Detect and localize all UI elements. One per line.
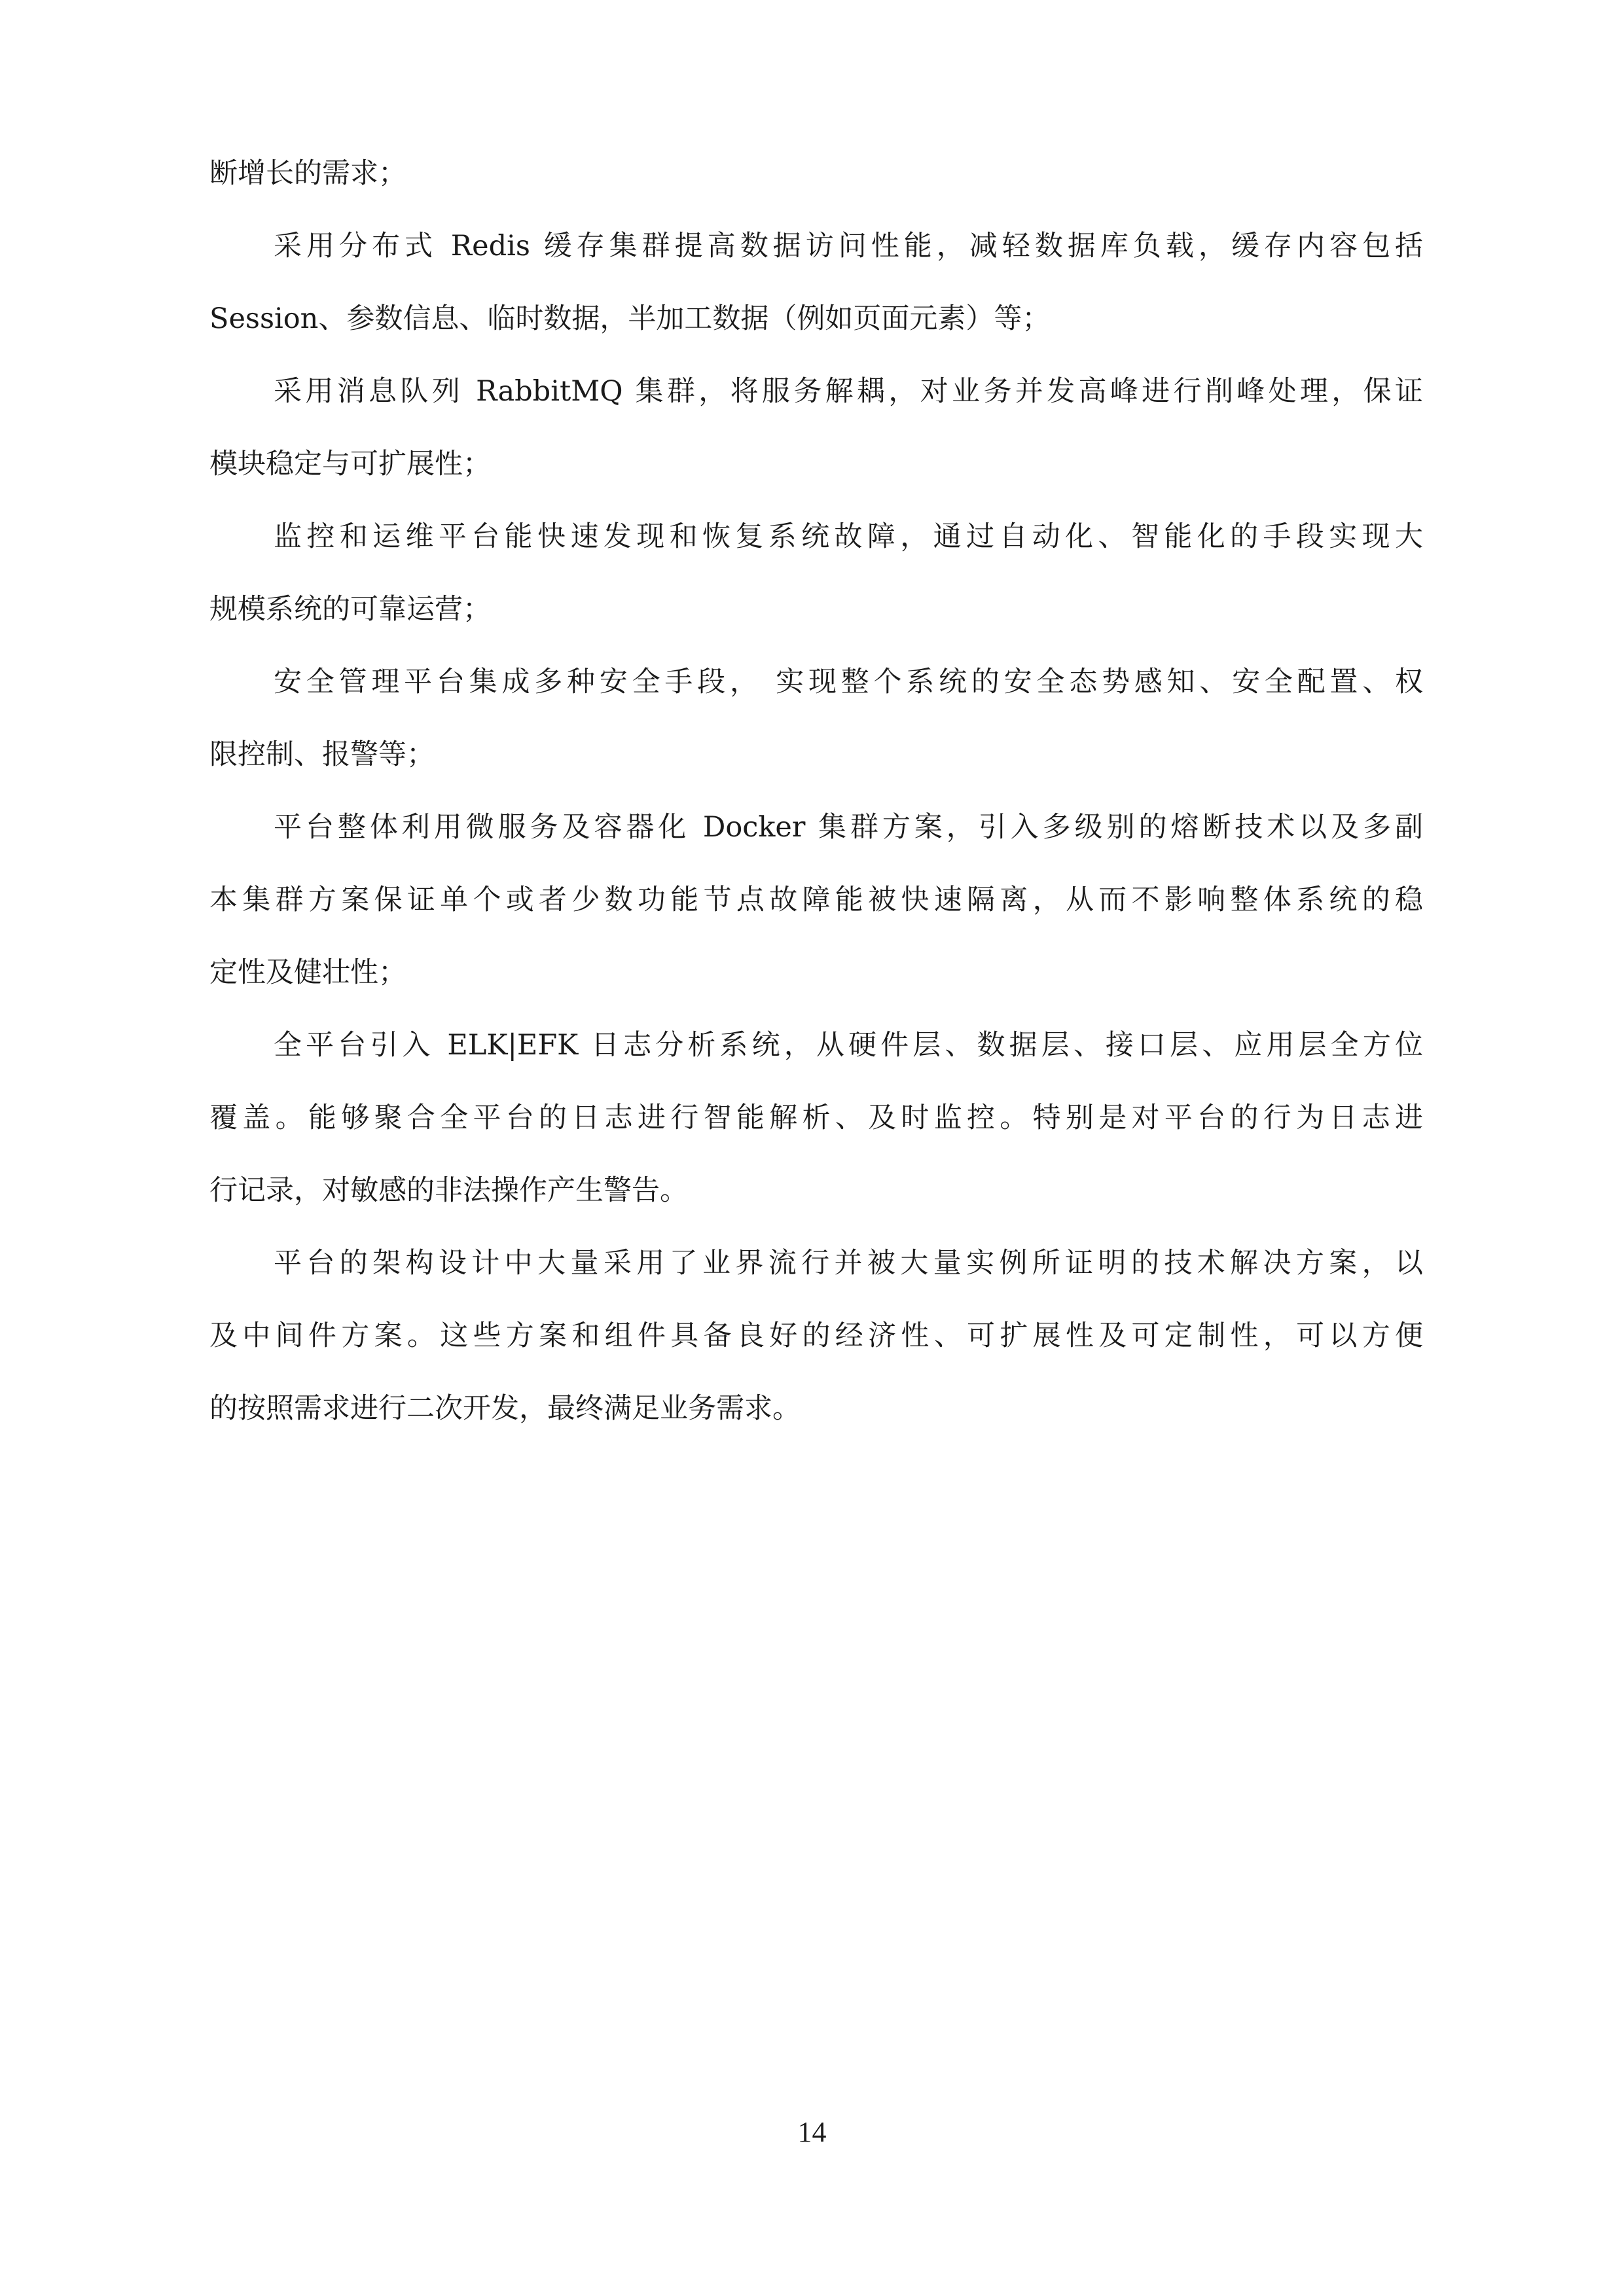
paragraph-line: 断增长的需求； (209, 157, 406, 190)
paragraph-line: Session、参数信息、临时数据，半加工数据（例如页面元素）等； (209, 302, 1051, 335)
paragraph-line: 及中间件方案。这些方案和组件具备良好的经济性、可扩展性及可定制性，可以方便 (209, 1319, 1423, 1352)
paragraph-line: 定性及健壮性； (209, 956, 406, 989)
paragraph-line: 的按照需求进行二次开发，最终满足业务需求。 (209, 1392, 801, 1425)
paragraph-line: 平台的架构设计中大量采用了业界流行并被大量实例所证明的技术解决方案，以 (274, 1247, 1423, 1280)
paragraph-line: 规模系统的可靠运营； (209, 593, 491, 626)
paragraph-line: 监控和运维平台能快速发现和恢复系统故障，通过自动化、智能化的手段实现大 (274, 520, 1423, 553)
page-number: 14 (797, 2116, 827, 2148)
paragraph-line: 覆盖。能够聚合全平台的日志进行智能解析、及时监控。特别是对平台的行为日志进 (209, 1102, 1423, 1134)
paragraph-line: 平台整体利用微服务及容器化 Docker 集群方案，引入多级别的熔断技术以及多副 (274, 811, 1423, 844)
paragraph-line: 安全管理平台集成多种安全手段， 实现整个系统的安全态势感知、安全配置、权 (274, 666, 1423, 698)
body-text (209, 137, 1423, 1445)
paragraph-line: 模块稳定与可扩展性； (209, 448, 491, 480)
paragraph-line: 采用消息队列 RabbitMQ 集群，将服务解耦，对业务并发高峰进行削峰处理，保证 (274, 375, 1423, 408)
paragraph-line: 限控制、报警等； (209, 738, 435, 771)
paragraph-line: 行记录，对敏感的非法操作产生警告。 (209, 1174, 688, 1207)
paragraph-line: 采用分布式 Redis 缓存集群提高数据访问性能，减轻数据库负载，缓存内容包括 (274, 230, 1423, 262)
paragraph-line: 本集群方案保证单个或者少数功能节点故障能被快速隔离，从而不影响整体系统的稳 (209, 884, 1423, 916)
paragraph-line: 全平台引入 ELK|EFK 日志分析系统，从硬件层、数据层、接口层、应用层全方位 (274, 1029, 1423, 1062)
